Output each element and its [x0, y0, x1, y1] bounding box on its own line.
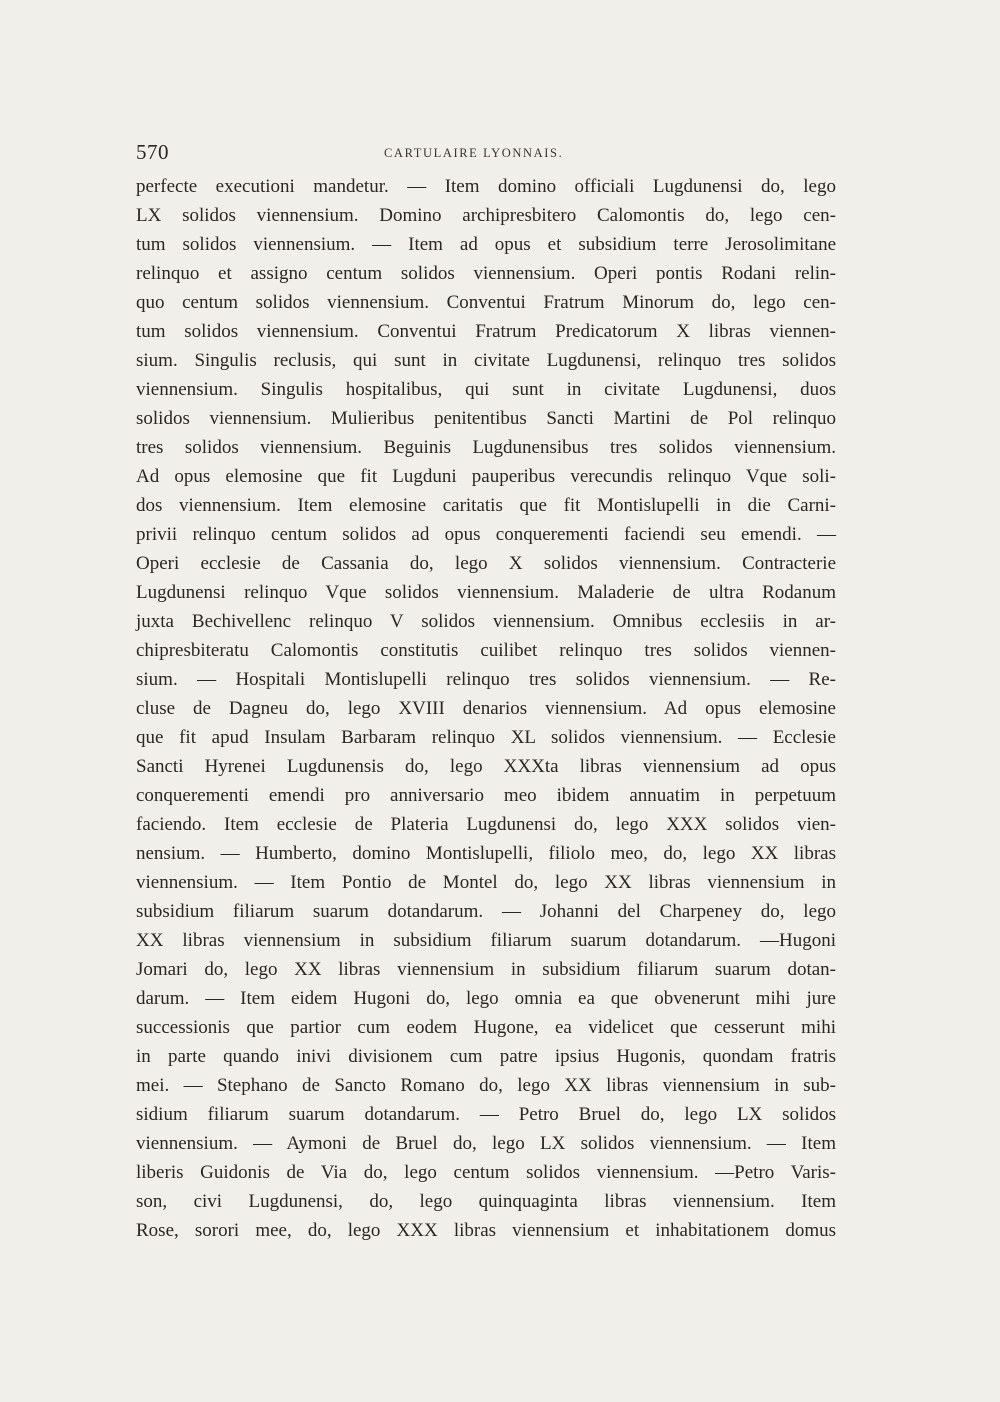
text-line: chipresbiteratu Calomontis constitutis cuilibet relinquo tres solidos viennen-: [136, 640, 836, 661]
text-line: Lugdunensi relinquo Vque solidos viennensium. Maladerie de ultra Rodanum: [136, 582, 836, 603]
text-line: son, civi Lugdunensi, do, lego quinquaginta libras viennensium. Item: [136, 1191, 836, 1212]
text-line: Rose, sorori mee, do, lego XXX libras viennensium et inhabitationem domus: [136, 1220, 836, 1241]
text-line: quo centum solidos viennensium. Conventui Fratrum Minorum do, lego cen-: [136, 292, 836, 313]
text-line: viennensium. Singulis hospitalibus, qui sunt in civitate Lugdunensi, duos: [136, 379, 836, 400]
text-line: dos viennensium. Item elemosine caritatis que fit Montislupelli in die Carni-: [136, 495, 836, 516]
text-line: viennensium. — Item Pontio de Montel do, lego XX libras viennensium in: [136, 872, 836, 893]
text-line: tum solidos viennensium. — Item ad opus et subsidium terre Jerosolimitane: [136, 234, 836, 255]
text-line: Ad opus elemosine que fit Lugduni pauperibus verecundis relinquo Vque soli-: [136, 466, 836, 487]
text-line: sidium filiarum suarum dotandarum. — Petro Bruel do, lego LX solidos: [136, 1104, 836, 1125]
text-line: perfecte executioni mandetur. — Item domino officiali Lugdunensi do, lego: [136, 176, 836, 197]
text-line: sium. — Hospitali Montislupelli relinquo tres solidos viennensium. — Re-: [136, 669, 836, 690]
text-line: mei. — Stephano de Sancto Romano do, lego XX libras viennensium in sub-: [136, 1075, 836, 1096]
text-line: tum solidos viennensium. Conventui Fratrum Predicatorum X libras viennen-: [136, 321, 836, 342]
text-line: Operi ecclesie de Cassania do, lego X solidos viennensium. Contracterie: [136, 553, 836, 574]
text-line: tres solidos viennensium. Beguinis Lugdunensibus tres solidos viennensium.: [136, 437, 836, 458]
body-text: [136, 172, 836, 1245]
page-number: 570: [136, 140, 169, 164]
running-head: CARTULAIRE LYONNAIS.: [384, 146, 564, 160]
page-header: [136, 140, 836, 170]
text-line: Jomari do, lego XX libras viennensium in subsidium filiarum suarum dotan-: [136, 959, 836, 980]
text-line: solidos viennensium. Mulieribus penitentibus Sancti Martini de Pol relinquo: [136, 408, 836, 429]
text-line: viennensium. — Aymoni de Bruel do, lego LX solidos viennensium. — Item: [136, 1133, 836, 1154]
text-line: XX libras viennensium in subsidium filiarum suarum dotandarum. —Hugoni: [136, 930, 836, 951]
text-line: nensium. — Humberto, domino Montislupelli, filiolo meo, do, lego XX libras: [136, 843, 836, 864]
text-line: darum. — Item eidem Hugoni do, lego omnia ea que obvenerunt mihi jure: [136, 988, 836, 1009]
text-line: liberis Guidonis de Via do, lego centum solidos viennensium. —Petro Varis-: [136, 1162, 836, 1183]
text-line: LX solidos viennensium. Domino archipresbitero Calomontis do, lego cen-: [136, 205, 836, 226]
text-line: privii relinquo centum solidos ad opus conquerementi faciendi seu emendi. —: [136, 524, 836, 545]
text-line: conquerementi emendi pro anniversario meo ibidem annuatim in perpetuum: [136, 785, 836, 806]
text-line: subsidium filiarum suarum dotandarum. — Johanni del Charpeney do, lego: [136, 901, 836, 922]
text-line: que fit apud Insulam Barbaram relinquo XL solidos viennensium. — Ecclesie: [136, 727, 836, 748]
text-line: Sancti Hyrenei Lugdunensis do, lego XXXta libras viennensium ad opus: [136, 756, 836, 777]
text-line: sium. Singulis reclusis, qui sunt in civitate Lugdunensi, relinquo tres solidos: [136, 350, 836, 371]
text-line: successionis que partior cum eodem Hugone, ea videlicet que cesserunt mihi: [136, 1017, 836, 1038]
text-line: faciendo. Item ecclesie de Plateria Lugdunensi do, lego XXX solidos vien-: [136, 814, 836, 835]
text-line: juxta Bechivellenc relinquo V solidos viennensium. Omnibus ecclesiis in ar-: [136, 611, 836, 632]
text-line: relinquo et assigno centum solidos viennensium. Operi pontis Rodani relin-: [136, 263, 836, 284]
text-line: cluse de Dagneu do, lego XVIII denarios viennensium. Ad opus elemosine: [136, 698, 836, 719]
text-line: in parte quando inivi divisionem cum patre ipsius Hugonis, quondam fratris: [136, 1046, 836, 1067]
